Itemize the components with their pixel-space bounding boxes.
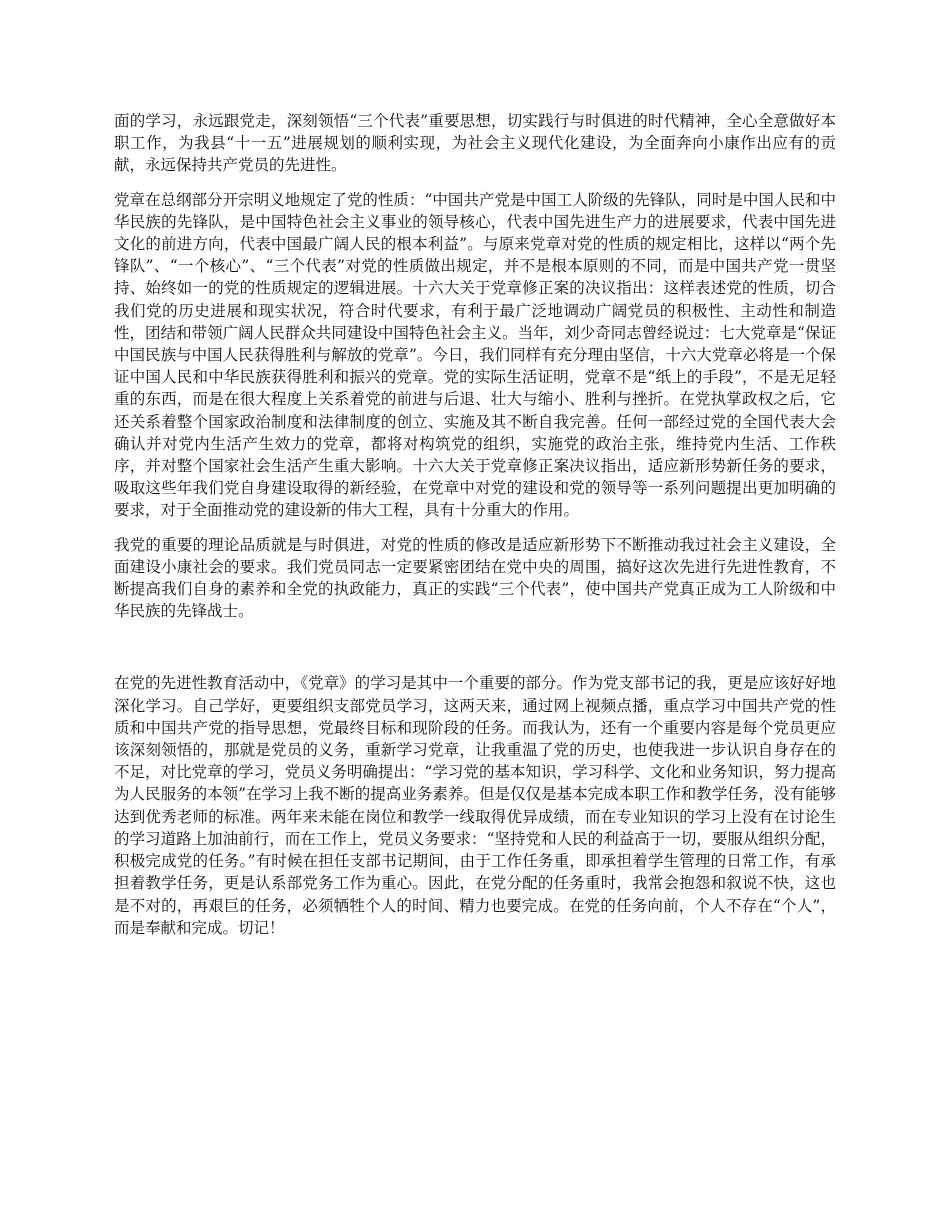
paragraph-4: 在党的先进性教育活动中，《党章》的学习是其中一个重要的部分。作为党支部书记的我，更是应该好好地深化学习。自己学好，更要组织支部党员学习，这两天来，通过网上视频点播，重点学习中国共产党的性质和中国共产党的指导思想，党最终目标和现阶段的任务。而我认为，还有一个重要内容是每个党员更应该深刻领悟的，那就是党员的义务，重新学习党章，让我重温了党的历史，也使我进一步认识自身存在的不足，对比党章的学习，党员义务明确提出：“学习党的基本知识，学习科学、文化和业务知识，努力提高为人民服务的本领”在学习上我不断的提高业务素养。但是仅仅是基本完成本职工作和教学任务，没有能够达到优秀老师的标准。两年来未能在岗位和教学一线取得优异成绩，而在专业知识的学习上没有在讨论生的学习道路上加油前行，而在工作上，党员义务要求：“坚持党和人民的利益高于一切，要服从组织分配，积极完成党的任务。”有时候在担任支部书记期间，由于工作任务重，即承担着学生管理的日常工作，有承担着教学任务，更是认系部党务工作为重心。因此，在党分配的任务重时，我常会抱怨和叙说不快，这也是不对的，再艰巨的任务，必须牺牲个人的时间、精力也要完成。在党的任务向前，个人不存在“个人”，而是奉献和完成。切记！ [114, 674, 836, 937]
document-body [114, 110, 836, 951]
paragraph-1: 面的学习，永远跟党走，深刻领悟“三个代表”重要思想，切实践行与时俱进的时代精神，全心全意做好本职工作，为我县“十一五”进展规划的顺利实现，为社会主义现代化建设，为全面奔向小康作出应有的贡献，永远保持共产党员的先进性。 [114, 112, 836, 175]
paragraph-3: 我党的重要的理论品质就是与时俱进，对党的性质的修改是适应新形势下不断推动我过社会主义建设，全面建设小康社会的要求。我们党员同志一定要紧密团结在党中央的周围，搞好这次先进行先进性教育，不断提高我们自身的素养和全党的执政能力，真正的实践“三个代表”，使中国共产党真正成为工人阶级和中华民族的先锋战士。 [114, 535, 836, 621]
paragraph-2: 党章在总纲部分开宗明义地规定了党的性质：“中国共产党是中国工人阶级的先锋队，同时是中国人民和中华民族的先锋队，是中国特色社会主义事业的领导核心，代表中国先进生产力的进展要求，代表中国先进文化的前进方向，代表中国最广阔人民的根本利益”。与原来党章对党的性质的规定相比，这样以“两个先锋队”、“一个核心”、“三个代表”对党的性质做出规定，并不是根本原则的不同，而是中国共产党一贯坚持、始终如一的党的性质规定的逻辑进展。十六大关于党章修正案的决议指出：这样表述党的性质，切合我们党的历史进展和现实状况，符合时代要求，有利于最广泛地调动广阔党员的积极性、主动性和制造性，团结和带领广阔人民群众共同建设中国特色社会主义。当年，刘少奇同志曾经说过：七大党章是“保证中国民族与中国人民获得胜利与解放的党章”。今日，我们同样有充分理由坚信，十六大党章必将是一个保证中国人民和中华民族获得胜利和振兴的党章。党的实际生活证明，党章不是“纸上的手段”，不是无足轻重的东西，而是在很大程度上关系着党的前进与后退、壮大与缩小、胜利与挫折。在党执掌政权之后，它还关系着整个国家政治制度和法律制度的创立、实施及其不断自我完善。任何一部经过党的全国代表大会确认并对党内生活产生效力的党章，都将对构筑党的组织，实施党的政治主张，维持党内生活、工作秩序，并对整个国家社会生活产生重大影响。十六大关于党章修正案决议指出，适应新形势新任务的要求，吸取这些年我们党自身建设取得的新经验，在党章中对党的建设和党的领导等一系列问题提出更加明确的要求，对于全面推动党的建设新的伟大工程，具有十分重大的作用。 [114, 190, 836, 520]
section-gap [114, 634, 836, 672]
